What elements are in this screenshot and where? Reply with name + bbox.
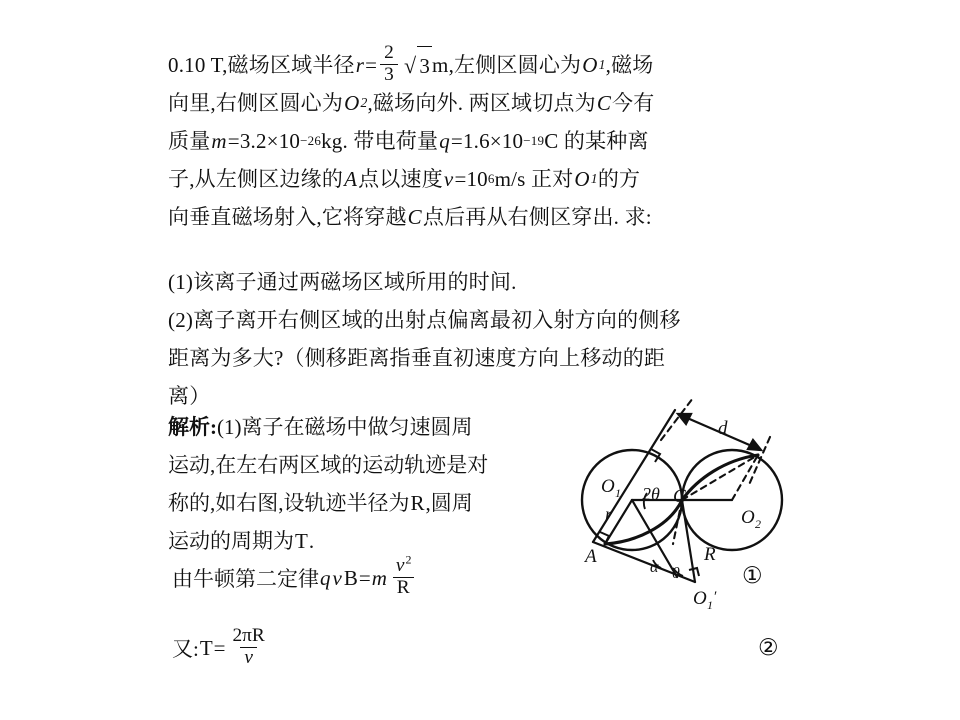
figure-svg xyxy=(565,392,815,622)
text-run: ,圆周 xyxy=(425,491,473,515)
text-run: 点后再从右侧区穿出. 求: xyxy=(422,205,652,229)
math-symbol: T xyxy=(295,529,308,553)
text-run: =3.2×10 xyxy=(227,129,301,153)
math-variable: q xyxy=(439,129,450,153)
text-run: . xyxy=(308,529,315,553)
label-r: r xyxy=(605,504,613,524)
label-R: R xyxy=(704,544,716,565)
label-d: d xyxy=(718,418,728,439)
label-O1-subscript: 1 xyxy=(615,486,621,500)
math-variable: m xyxy=(211,129,227,153)
d-arrowhead-left xyxy=(678,414,691,424)
math-variable: v xyxy=(443,167,454,191)
math-square-root: √ 3 xyxy=(402,46,432,85)
formula-tag-1: ① xyxy=(742,563,763,589)
solution-line-2 xyxy=(168,446,568,484)
formula-lead-text: 又: xyxy=(172,637,199,661)
math-subscript: 1 xyxy=(590,171,598,186)
problem-line-1 xyxy=(168,42,808,85)
math-subscript: 2 xyxy=(360,95,368,110)
text-run: ,磁场 xyxy=(605,53,654,77)
math-fraction: $\frac{2\pi R}{v}$ xyxy=(232,625,265,668)
dashed-chord-C-exit xyxy=(682,455,758,500)
question-line-1: (1)该离子通过两磁场区域所用的时间. xyxy=(168,270,517,294)
math-symbol: T xyxy=(199,635,213,660)
label-O1: O xyxy=(601,476,615,497)
text-run: = xyxy=(365,53,378,77)
solution-label: 解析: xyxy=(168,415,217,439)
label-alpha: α xyxy=(650,559,659,576)
question-line-4: 离） xyxy=(168,384,211,408)
solution-line-4 xyxy=(168,522,568,560)
label-O1prime-prime-mark: ′ xyxy=(714,589,718,605)
text-run: m,左侧区圆心为 xyxy=(432,53,582,77)
math-fraction: $\frac{v^2}{R}$ xyxy=(391,556,416,598)
solution-block xyxy=(168,408,568,560)
label-O1prime: O xyxy=(693,588,707,609)
text-run: 0.10 T,磁场区域半径 xyxy=(168,53,355,77)
label-C: C xyxy=(673,486,686,507)
math-fraction: $\frac{2}{3}$ xyxy=(380,43,398,85)
text-run: 质量 xyxy=(168,129,211,153)
solution-line-1 xyxy=(168,408,568,446)
formula-period xyxy=(172,625,272,668)
formula-lead-text: 由牛顿第二定律 xyxy=(172,567,319,591)
text-run: = xyxy=(213,635,226,660)
label-A: A xyxy=(585,546,597,567)
math-variable: q xyxy=(320,565,331,590)
math-variable: m xyxy=(371,565,387,590)
text-run: 运动的周期为 xyxy=(168,529,294,553)
label-theta: θ xyxy=(672,565,680,582)
problem-line-5 xyxy=(168,198,808,236)
formula-tag-2: ② xyxy=(758,635,779,661)
math-variable: C xyxy=(407,205,422,229)
d-arrowhead-right xyxy=(748,440,761,450)
text-run: kg. 带电荷量 xyxy=(321,129,439,153)
text-run: ,磁场向外. 两区域切点为 xyxy=(367,91,596,115)
text-run: 称的,如右图,设轨迹半径为 xyxy=(168,491,410,515)
math-variable: O xyxy=(574,167,590,191)
text-run: 向里,右侧区圆心为 xyxy=(168,91,344,115)
text-run: = xyxy=(358,565,371,590)
math-subscript: 1 xyxy=(598,57,606,72)
text-run: m/s 正对 xyxy=(494,167,574,191)
problem-line-4: 子,从左侧区边缘的 A 点以速度 v =10 6 m/s 正对 O 1 的方 xyxy=(168,160,808,198)
label-angle-2theta: 2θ xyxy=(642,484,660,504)
question-line-3: 距离为多大?（侧移距离指垂直初速度方向上移动的距 xyxy=(168,346,666,370)
text-run: 的方 xyxy=(597,167,641,191)
math-variable: O xyxy=(344,91,360,115)
math-variable: O xyxy=(582,53,598,77)
formula-newtons-second-law xyxy=(172,552,418,598)
math-variable: v xyxy=(332,565,342,590)
text-run: 子,从左侧区边缘的 xyxy=(168,167,344,191)
problem-statement xyxy=(168,42,808,236)
problem-line-3: 质量 m =3.2×10 −26 kg. 带电荷量 q =1.6×10 −19 C 的某种离 xyxy=(168,122,808,160)
problem-line-2 xyxy=(168,84,808,122)
math-variable: A xyxy=(344,167,358,191)
math-variable: C xyxy=(596,91,612,115)
text-run: =10 xyxy=(454,167,488,191)
text-run: 运动,在左右两区域的运动轨迹是对 xyxy=(168,453,489,477)
label-O2-subscript: 2 xyxy=(755,517,761,531)
text-run: =1.6×10 xyxy=(450,129,524,153)
text-run: (1)离子在磁场中做匀速圆周 xyxy=(217,415,473,439)
label-O1prime-subscript: 1 xyxy=(707,598,713,612)
math-symbol: B xyxy=(343,565,358,590)
text-run: C 的某种离 xyxy=(544,129,649,153)
math-symbol: R xyxy=(410,491,425,515)
figure-ion-trajectory xyxy=(565,392,815,622)
label-O2: O xyxy=(741,507,755,528)
text-run: 点以速度 xyxy=(358,167,443,191)
question-line-2: (2)离子离开右侧区域的出射点偏离最初入射方向的侧移 xyxy=(168,308,681,332)
text-run: 向垂直磁场射入,它将穿越 xyxy=(168,205,407,229)
solution-line-3 xyxy=(168,484,568,522)
text-run: 今有 xyxy=(612,91,655,115)
math-variable: r xyxy=(355,53,365,77)
